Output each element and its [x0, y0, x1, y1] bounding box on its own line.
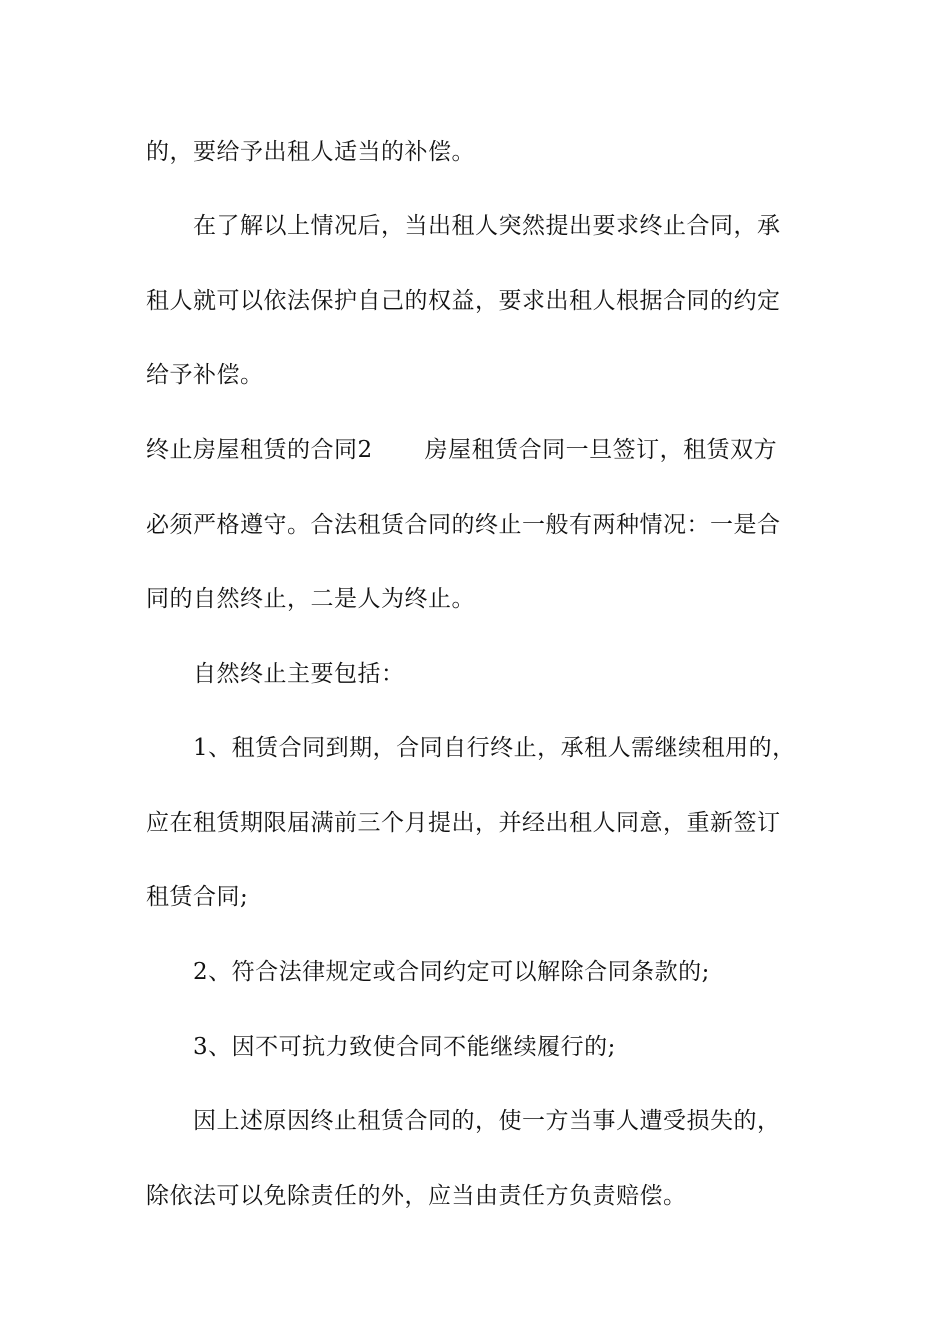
text-line: 应在租赁期限届满前三个月提出，并经出租人同意，重新签订: [146, 810, 781, 836]
list-item: 3、因不可抗力致使合同不能继续履行的;: [193, 1034, 616, 1060]
list-item: 1、租赁合同到期，合同自行终止，承租人需继续租用的，: [193, 735, 796, 761]
text-line: 必须严格遵守。合法租赁合同的终止一般有两种情况：一是合: [146, 512, 781, 538]
text-line: 自然终止主要包括：: [193, 661, 405, 687]
section-heading-line: [146, 435, 826, 465]
text-line: 租赁合同;: [146, 884, 249, 910]
text-line: 同的自然终止，二是人为终止。: [146, 586, 475, 612]
text-line: 因上述原因终止租赁合同的，使一方当事人遭受损失的，: [193, 1108, 781, 1134]
text-line: 给予补偿。: [146, 362, 264, 388]
section-heading: 终止房屋租赁的合同2: [146, 437, 373, 463]
text-line: 在了解以上情况后，当出租人突然提出要求终止合同，承: [193, 213, 781, 239]
text-line: 租人就可以依法保护自己的权益，要求出租人根据合同的约定: [146, 288, 781, 314]
list-item: 2、符合法律规定或合同约定可以解除合同条款的;: [193, 959, 710, 985]
text-line: 的，要给予出租人适当的补偿。: [146, 139, 475, 165]
text-line: 除依法可以免除责任的外，应当由责任方负责赔偿。: [146, 1183, 687, 1209]
text-line: 房屋租赁合同一旦签订，租赁双方: [424, 437, 778, 463]
